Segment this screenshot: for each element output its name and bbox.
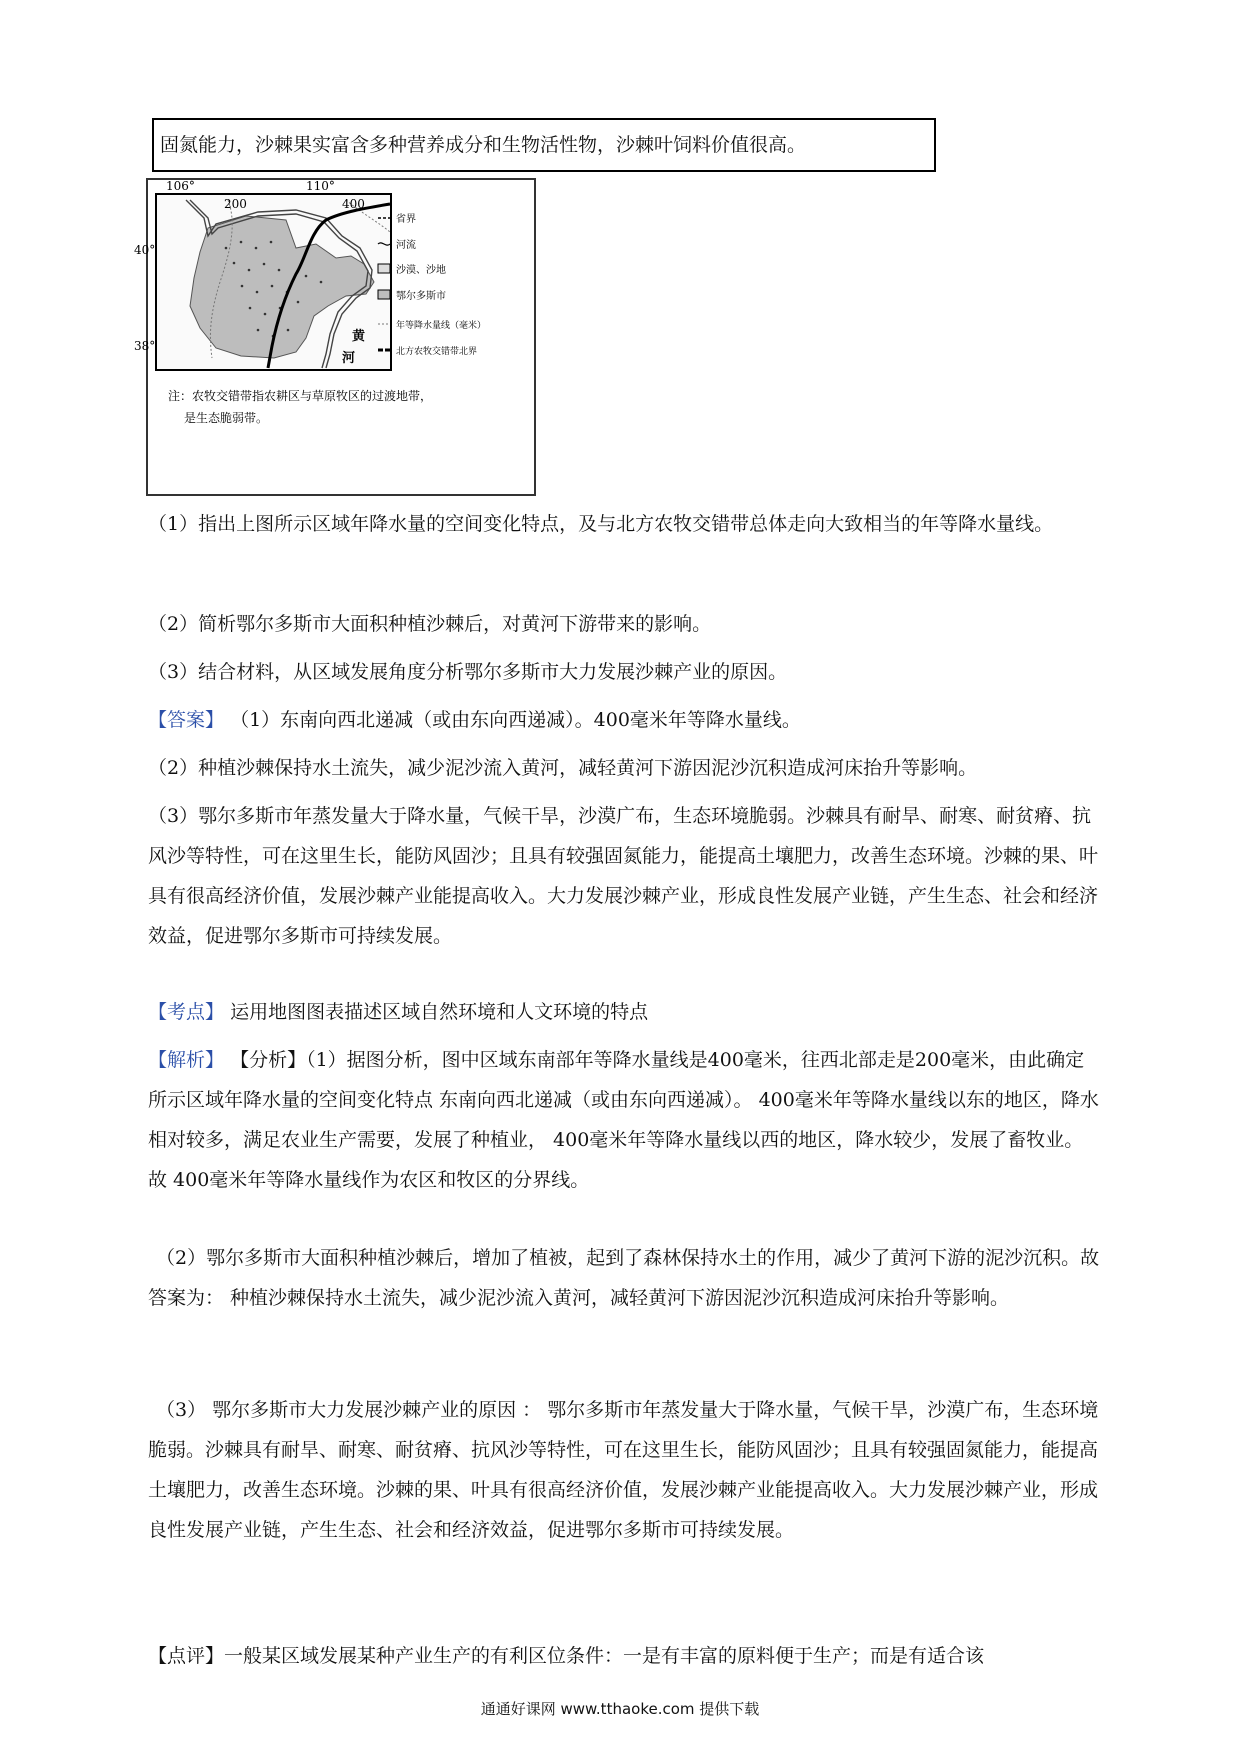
map-note-line-1: 注：农牧交错带指农耕区与草原牧区的过渡地带， xyxy=(168,389,433,403)
iso-200-label: 200 xyxy=(224,197,247,211)
lon-106-label: 106° xyxy=(166,179,195,193)
jiexi-p1: 【分析】（1）据图分析，图中区域东南部年等降水量线是400毫米，往西北部走是200毫米，由此确定 所示区域年降水量的空间变化特点 东南向西北递减（或由东向西递减）。 400毫米年等降水量线以东的地区，降水相对较多，满足农业生产需要，发展了种植业， 400毫米年等降水量线以西的地区，降水较少，发展了畜牧业。故 400毫米年等降水量线作为农区和牧区的分界线。 xyxy=(148,1049,1099,1191)
legend-item-1: 省界 xyxy=(396,214,416,225)
jiexi-paragraph-2: （2）鄂尔多斯市大面积种植沙棘后，增加了植被，起到了森林保持水土的作用，减少了黄河下游的泥沙沉积。故答案为： 种植沙棘保持水土流失，减少泥沙流入黄河，减轻黄河下游因泥沙沉积造成河床抬升等影响。 xyxy=(148,1247,1100,1309)
material-box: 固氮能力，沙棘果实富含多种营养成分和生物活性物，沙棘叶饲料价值很高。 xyxy=(152,118,936,172)
lon-110-label: 110° xyxy=(306,179,335,193)
legend-item-4: 鄂尔多斯市 xyxy=(396,291,446,302)
page-footer: 通通好课网 www.tthaoke.com 提供下载 xyxy=(480,1700,760,1718)
ordos-map-figure xyxy=(134,178,538,498)
kaodian-tag: 【考点】 xyxy=(148,1001,225,1023)
iso-400-label: 400 xyxy=(342,197,365,211)
legend-item-6: 北方农牧交错带北界 xyxy=(396,347,478,357)
dianping-line xyxy=(148,1636,1100,1676)
question-3: （3）结合材料，从区域发展角度分析鄂尔多斯市大力发展沙棘产业的原因。 xyxy=(148,661,788,683)
jiexi-paragraph-3: （3） 鄂尔多斯市大力发展沙棘产业的原因 ： 鄂尔多斯市年蒸发量大于降水量，气候干旱，沙漠广布，生态环境脆弱。沙棘具有耐旱、耐寒、耐贫瘠、抗风沙等特性，可在这里生长，能防风固沙；且具有较强固氮能力，能提高土壤肥力，改善生态环境。沙棘的果、叶具有很高经济价值，发展沙棘产业能提高收入。大力发展沙棘产业，形成良性发展产业链，产生生态、社会和经济效益，促进鄂尔多斯市可持续发展。 xyxy=(148,1399,1099,1541)
kaodian-text: 运用地图图表描述区域自然环境和人文环境的特点 xyxy=(230,1001,649,1023)
legend-symbol-ordos xyxy=(378,290,390,299)
map-note-line-2: 是生态脆弱带。 xyxy=(184,411,269,425)
answer-2: （2）种植沙棘保持水土流失，减少泥沙流入黄河，减轻黄河下游因泥沙沉积造成河床抬升等影响。 xyxy=(148,757,978,779)
map-svg xyxy=(134,178,538,498)
dianping-text: 一般某区域发展某种产业生产的有利区位条件：一是有丰富的原料便于生产；而是有适合该 xyxy=(224,1645,985,1667)
lat-40-label: 40° xyxy=(134,243,156,257)
jiexi-paragraph-1 xyxy=(148,1040,1100,1200)
legend-item-5: 年等降水量线（毫米） xyxy=(396,321,487,331)
answer-tag: 【答案】 xyxy=(148,709,225,731)
river-label-1: 黄 xyxy=(352,329,366,344)
answer-3: （3）鄂尔多斯市年蒸发量大于降水量，气候干旱，沙漠广布，生态环境脆弱。沙棘具有耐旱、耐寒、耐贫瘠、抗风沙等特性，可在这里生长，能防风固沙；且具有较强固氮能力，能提高土壤肥力，改善生态环境。沙棘的果、叶具有很高经济价值，发展沙棘产业能提高收入。大力发展沙棘产业，形成良性发展产业链，产生生态、社会和经济效益，促进鄂尔多斯市可持续发展。 xyxy=(148,805,1099,947)
question-2: （2）简析鄂尔多斯市大面积种植沙棘后，对黄河下游带来的影响。 xyxy=(148,613,712,635)
answer-1: （1）东南向西北递减（或由东向西递减）。400毫米年等降水量线。 xyxy=(230,709,801,731)
answer-line-1 xyxy=(148,700,1100,740)
dianping-tag: 【点评】 xyxy=(148,1645,225,1667)
lat-38-label: 38° xyxy=(134,339,156,353)
legend-item-3: 沙漠、沙地 xyxy=(396,265,446,276)
jiexi-tag: 【解析】 xyxy=(148,1049,225,1071)
question-1: （1）指出上图所示区域年降水量的空间变化特点，及与北方农牧交错带总体走向大致相当的年等降水量线。 xyxy=(148,513,1054,535)
legend-symbol-sand xyxy=(378,264,390,273)
legend-item-2: 河流 xyxy=(396,240,416,251)
river-label-2: 河 xyxy=(342,351,356,366)
kaodian-line xyxy=(148,992,1100,1032)
